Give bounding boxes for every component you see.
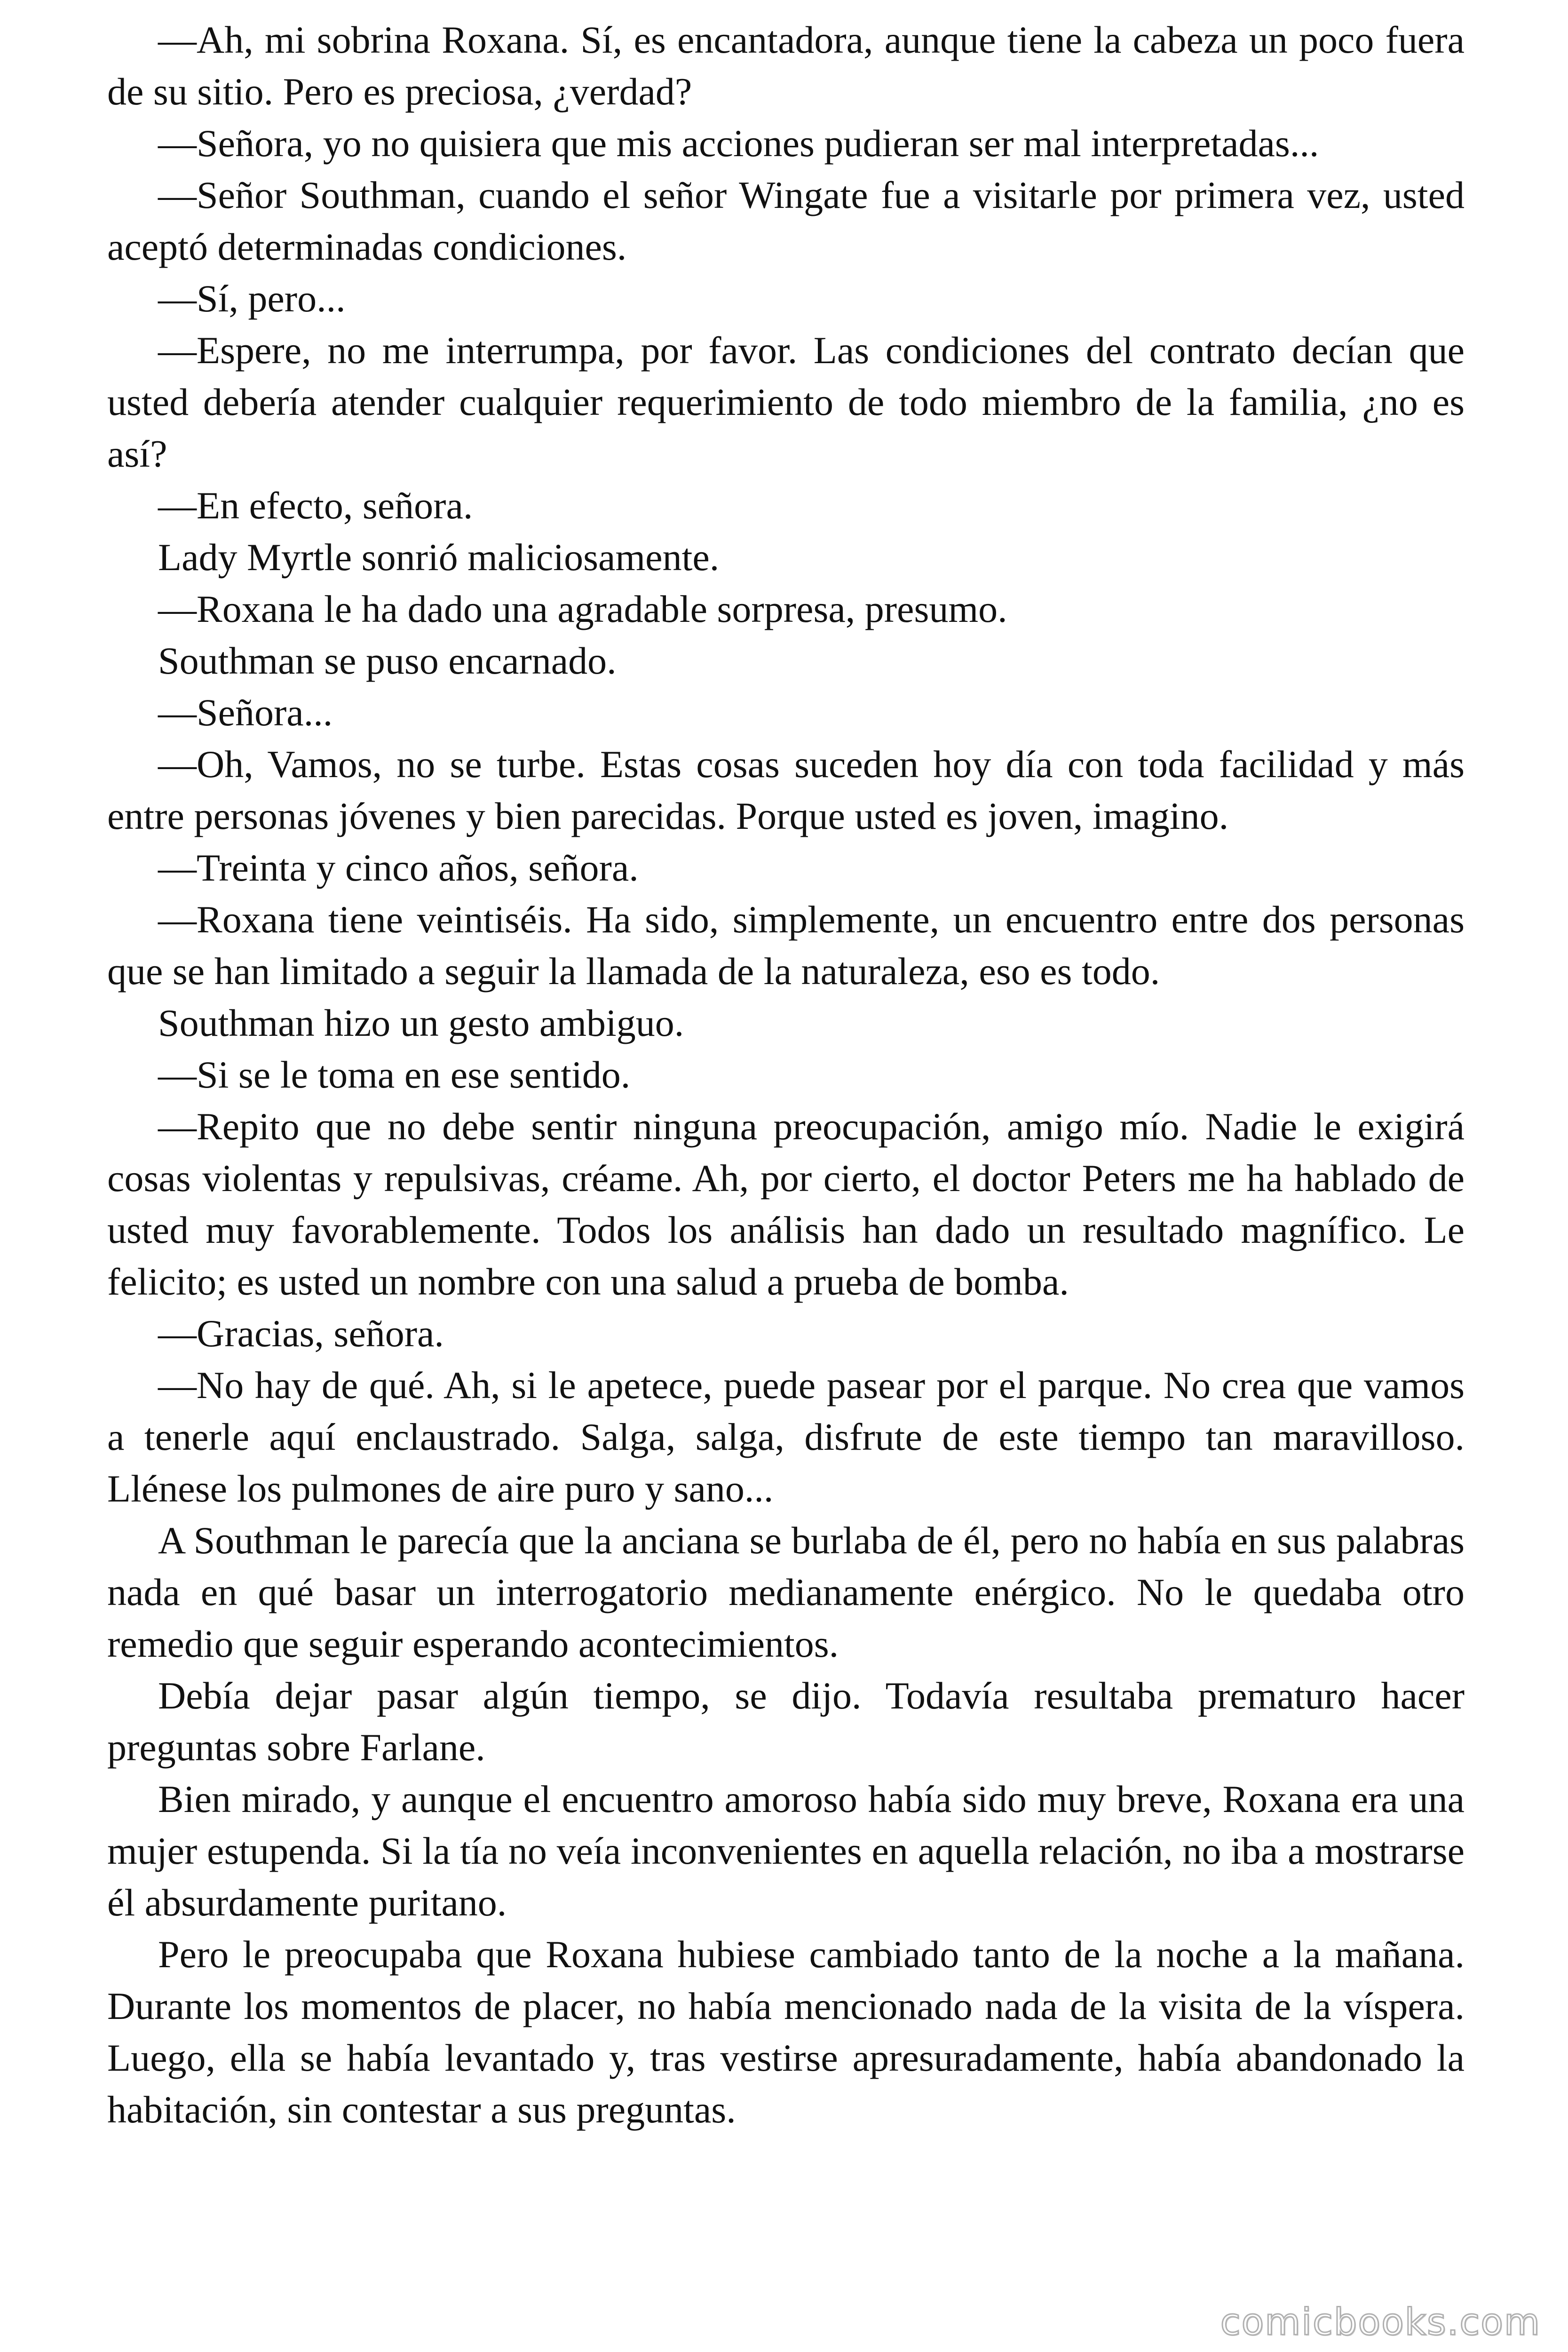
- paragraph: —Sí, pero...: [158, 277, 346, 320]
- paragraph: —Espere, no me interrumpa, por favor. Las condiciones del contrato decían que usted debería atender cualquier requerimiento de todo miembro de la familia, ¿no es así?: [107, 329, 1465, 475]
- paragraph: Debía dejar pasar algún tiempo, se dijo. Todavía resultaba prematuro hacer preguntas sobre Farlane.: [107, 1674, 1465, 1769]
- paragraph: A Southman le parecía que la anciana se burlaba de él, pero no había en sus palabras nada en qué basar un interrogatorio medianamente enérgico. No le quedaba otro remedio que seguir esperando acontecimientos.: [107, 1519, 1465, 1665]
- paragraph: Lady Myrtle sonrió maliciosamente.: [158, 536, 720, 579]
- paragraph: —Si se le toma en ese sentido.: [158, 1053, 631, 1096]
- paragraph: Southman hizo un gesto ambiguo.: [158, 1001, 684, 1044]
- paragraph: —No hay de qué. Ah, si le apetece, puede pasear por el parque. No crea que vamos a tenerle aquí enclaustrado. Salga, salga, disfrute de este tiempo tan maravilloso. Llénese los pulmones de aire puro y sano...: [107, 1364, 1465, 1510]
- paragraph: —Roxana tiene veintiséis. Ha sido, simplemente, un encuentro entre dos personas que se han limitado a seguir la llamada de la naturaleza, eso es todo.: [107, 898, 1465, 993]
- paragraph: Southman se puso encarnado.: [158, 639, 617, 682]
- paragraph: —En efecto, señora.: [158, 484, 473, 527]
- paragraph: —Gracias, señora.: [158, 1312, 444, 1355]
- paragraph: —Ah, mi sobrina Roxana. Sí, es encantadora, aunque tiene la cabeza un poco fuera de su sitio. Pero es preciosa, ¿verdad?: [107, 18, 1465, 113]
- paragraph: —Oh, Vamos, no se turbe. Estas cosas suceden hoy día con toda facilidad y más entre personas jóvenes y bien parecidas. Porque usted es joven, imagino.: [107, 743, 1465, 837]
- paragraph: —Señora, yo no quisiera que mis acciones pudieran ser mal interpretadas...: [158, 122, 1319, 165]
- paragraph: —Repito que no debe sentir ninguna preocupación, amigo mío. Nadie le exigirá cosas violentas y repulsivas, créame. Ah, por cierto, el doctor Peters me ha hablado de usted muy favorablemente. Todos los análisis han dado un resultado magnífico. Le felicito; es usted un nombre con una salud a prueba de bomba.: [107, 1105, 1465, 1303]
- paragraph: —Señor Southman, cuando el señor Wingate fue a visitarle por primera vez, usted aceptó determinadas condiciones.: [107, 174, 1465, 268]
- body-text: [107, 14, 1465, 2136]
- paragraph: —Roxana le ha dado una agradable sorpresa, presumo.: [158, 588, 1007, 630]
- paragraph: Bien mirado, y aunque el encuentro amoroso había sido muy breve, Roxana era una mujer estupenda. Si la tía no veía inconvenientes en aquella relación, no iba a mostrarse él absurdamente puritano.: [107, 1778, 1465, 1924]
- paragraph: —Señora...: [158, 691, 333, 734]
- watermark: comicbooks.com: [1220, 2301, 1541, 2344]
- paragraph: Pero le preocupaba que Roxana hubiese cambiado tanto de la noche a la mañana. Durante los momentos de placer, no había mencionado nada de la visita de la víspera. Luego, ella se había levantado y, tras vestirse apresuradamente, había abandonado la habitación, sin contestar a sus preguntas.: [107, 1933, 1465, 2131]
- paragraph: —Treinta y cinco años, señora.: [158, 846, 639, 889]
